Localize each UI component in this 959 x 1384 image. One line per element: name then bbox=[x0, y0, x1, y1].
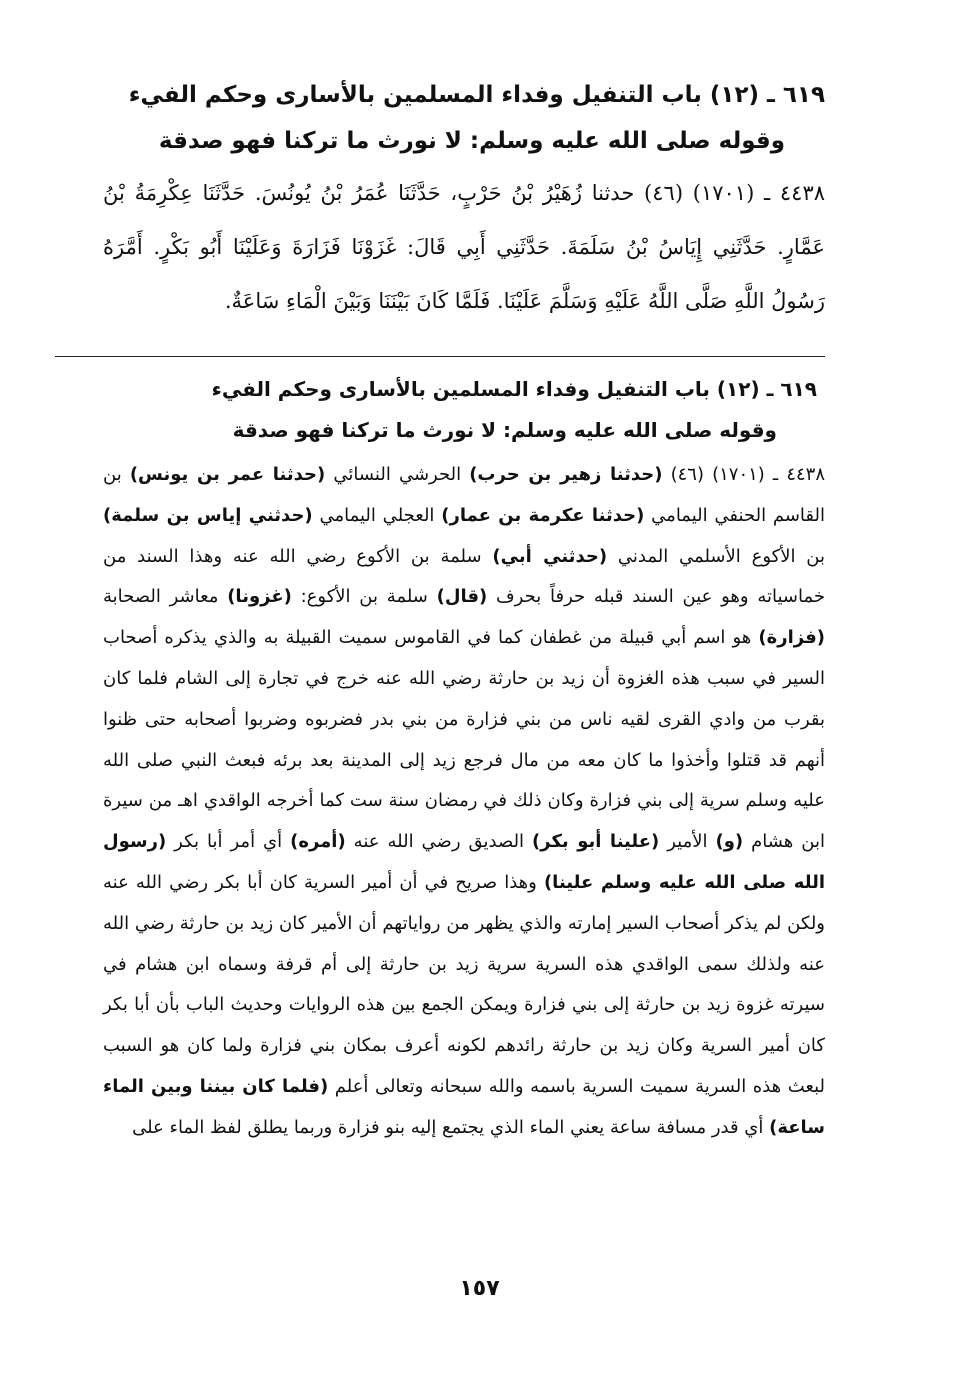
quoted-matn-fragment: (حدثنا زهير بن حرب) bbox=[469, 464, 663, 485]
quoted-matn-fragment: (فلما كان بيننا وبين الماء ساعة) bbox=[103, 1075, 825, 1138]
chapter-heading-bottom bbox=[103, 369, 825, 451]
commentary-fragment: الأمير bbox=[659, 831, 716, 853]
quoted-matn-fragment: (حدثنا عمر بن يونس) bbox=[129, 464, 326, 485]
commentary-fragment: الحرشي النسائي bbox=[325, 464, 470, 485]
chapter-heading-top-line2: وقوله صلى الله عليه وسلم: لا نورث ما تركنا فهو صدقة bbox=[158, 128, 785, 154]
commentary-fragment: وهذا صريح في أن أمير السرية كان أبا بكر رضي الله عنه ولكن لم يذكر أصحاب السير إمارته والذي يظهر من رواياتهم أن الأمير كان زيد بن حارثة رضي الله عنه ولذلك سمى الواقدي هذه السرية سرية زيد بن حارثة إلى أم قرفة وسماه ابن هشام في سيرته غزوة زيد بن حارثة إلى بني فزارة ويمكن الجمع بين هذه الروايات وحديث الباب بأن أبا بكر كان أمير السرية وكان زيد بن حارثة رائدهم لكونه أعرف بمكان بني فزارة ولما كان هو السبب لبعث هذه السرية سميت السرية باسمه والله سبحانه وتعالى أعلم bbox=[103, 871, 826, 1097]
quoted-matn-fragment: (علينا أبو بكر) bbox=[532, 831, 660, 853]
commentary-fragment: أي أمر أبا بكر bbox=[166, 831, 291, 853]
book-page bbox=[103, 72, 825, 1149]
commentary-fragment: سلمة بن الأكوع: bbox=[291, 586, 437, 608]
chapter-heading-top bbox=[103, 72, 825, 164]
commentary-section bbox=[103, 369, 825, 1149]
quoted-matn-fragment: (غزونا) bbox=[227, 586, 292, 608]
chapter-heading-bottom-line2: وقوله صلى الله عليه وسلم: لا نورث ما تركنا فهو صدقة bbox=[232, 418, 777, 442]
quoted-matn-fragment: (حدثني إياس بن سلمة) bbox=[103, 504, 313, 526]
commentary-fragment: الصديق رضي الله عنه bbox=[345, 831, 533, 853]
commentary-fragment: بن القاسم الحنفي اليمامي bbox=[103, 464, 825, 526]
section-divider bbox=[55, 356, 825, 357]
commentary-fragment: هو اسم أبي قبيلة من غطفان كما في القاموس سميت القبيلة به والذي يذكره أصحاب السير في سبب هذه الغزوة أن زيد بن حارثة رضي الله عنه خرج في تجارة إلى الشام فلما كان بقرب من وادي القرى لقيه ناس من بني فزارة من بني بدر فضربوه وضربوا أصحابه حتى ظنوا أنهم قد قتلوا وأخذوا ما كان معه من مال فرجع زيد إلى المدينة بعد برئه فبعث النبي صلى الله عليه وسلم سرية إلى بني فزارة وكان ذلك في رمضان سنة ست كما أخرجه الواقدي اهـ من سيرة ابن هشام bbox=[103, 627, 825, 853]
commentary-fragment: معاشر الصحابة bbox=[103, 586, 228, 608]
commentary-fragment: أي قدر مسافة ساعة يعني الماء الذي يجتمع إليه بنو فزارة وربما يطلق لفظ الماء على bbox=[132, 1116, 770, 1138]
chapter-heading-top-line1: ٦١٩ ـ (١٢) باب التنفيل وفداء المسلمين بالأسارى وحكم الفيء bbox=[128, 82, 825, 108]
commentary-fragment: سلمة بن الأكوع رضي الله عنه وهذا السند من خماسياته وهو عين السند قبله حرفاً بحرف bbox=[103, 545, 825, 608]
commentary-fragment: بن الأكوع الأسلمي المدني bbox=[607, 545, 825, 567]
quoted-matn-fragment: (حدثني أبي) bbox=[492, 545, 608, 567]
quoted-matn-fragment: (أمره) bbox=[290, 831, 346, 853]
quoted-matn-fragment: (قال) bbox=[436, 586, 488, 608]
quoted-matn-fragment: (فزارة) bbox=[758, 627, 825, 649]
commentary-fragment: العجلي اليمامي bbox=[312, 504, 442, 526]
commentary-text bbox=[103, 455, 825, 1149]
page-number: ١٥٧ bbox=[459, 1276, 500, 1301]
hadith-text: ٤٤٣٨ ـ (١٧٠١) (٤٦) حدثنا زُهَيْرُ بْنُ حَرْبٍ، حَدَّثَنَا عُمَرُ بْنُ يُونُسَ. حَدَّثَنَا عِكْرِمَةُ بْنُ عَمَّارٍ. حَدَّثَنِي إِيَاسُ بْنُ سَلَمَةَ. حَدَّثَنِي أَبِي قَالَ: غَزَوْنَا فَزَارَةَ وَعَلَيْنَا أَبُو بَكْرٍ. أَمَّرَهُ رَسُولُ اللَّهِ صَلَّى اللَّهُ عَلَيْهِ وَسَلَّمَ عَلَيْنَا. فَلَمَّا كَانَ بَيْنَنَا وَبَيْنَ الْمَاءِ سَاعَةٌ. bbox=[103, 181, 826, 313]
commentary-fragment: ٤٤٣٨ ـ (١٧٠١) (٤٦) bbox=[662, 464, 825, 485]
quoted-matn-fragment: (و) bbox=[715, 831, 744, 853]
chapter-heading-bottom-line1: ٦١٩ ـ (١٢) باب التنفيل وفداء المسلمين بالأسارى وحكم الفيء bbox=[211, 377, 817, 401]
quoted-matn-fragment: (حدثنا عكرمة بن عمار) bbox=[441, 504, 645, 526]
quoted-matn-fragment: (رسول الله صلى الله عليه وسلم علينا) bbox=[103, 831, 825, 893]
